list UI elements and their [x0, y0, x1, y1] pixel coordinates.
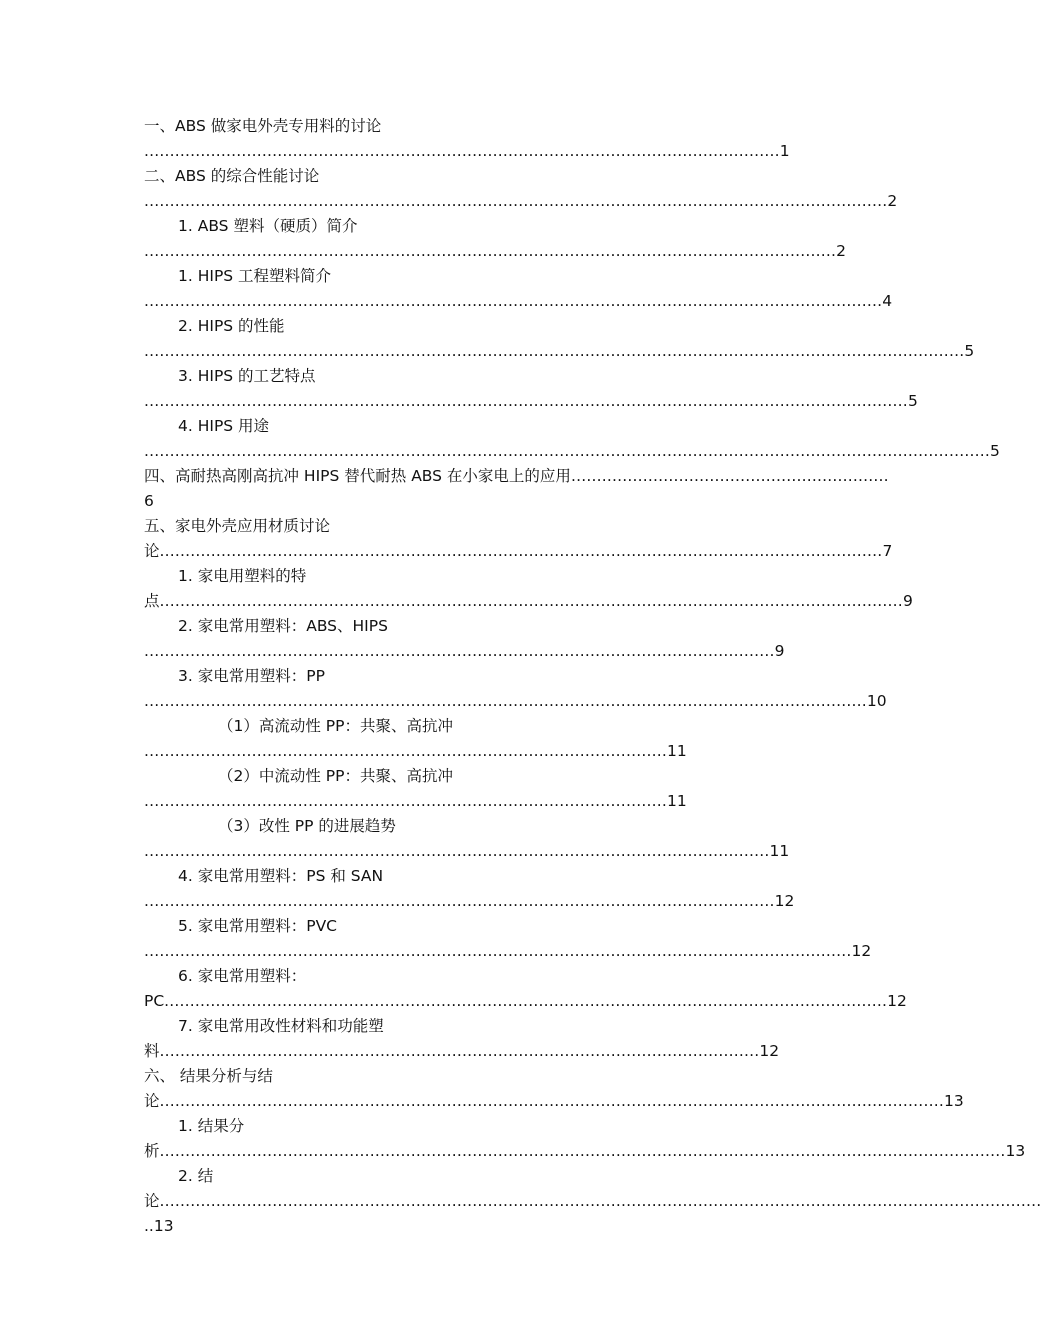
- toc-line: [144, 239, 856, 264]
- toc-dot-leader: .........................................................................................................................................................: [159, 1092, 944, 1110]
- toc-line: [144, 864, 856, 889]
- toc-line: [144, 689, 887, 714]
- toc-dot-leader: ............................................................................................................................: [144, 142, 780, 160]
- toc-line: [144, 1039, 856, 1064]
- toc-line: [144, 364, 856, 389]
- toc-entry-text: 1. 家电用塑料的特: [178, 567, 307, 585]
- toc-dot-leader: ................................................................................................................................................: [144, 292, 883, 310]
- toc-entry-text: 5. 家电常用塑料：PVC: [178, 917, 337, 935]
- toc-line: [144, 1139, 1026, 1164]
- toc-dot-leader: .............................................................................................................................................: [159, 542, 883, 560]
- toc-line: [144, 889, 856, 914]
- toc-entry-text: （3）改性 PP 的进展趋势: [218, 817, 396, 835]
- toc-entry-text: 6. 家电常用塑料：: [178, 967, 307, 985]
- toc-entry-text: 四、高耐热高刚高抗冲 HIPS 替代耐热 ABS 在小家电上的应用: [144, 467, 571, 485]
- toc-line: [144, 1064, 856, 1089]
- toc-line: [144, 639, 856, 664]
- toc-line: [144, 414, 856, 439]
- toc-line: [144, 839, 856, 864]
- toc-page-number: 5: [964, 342, 975, 360]
- toc-entry-text: 2. 结: [178, 1167, 214, 1185]
- toc-page-number: 5: [907, 392, 918, 410]
- toc-page-number: 11: [769, 842, 790, 860]
- toc-page-number: 2: [836, 242, 847, 260]
- toc-line: [144, 764, 856, 789]
- toc-page-number: 12: [759, 1042, 780, 1060]
- toc-line: [144, 489, 856, 514]
- toc-entry-text: 4. 家电常用塑料：PS 和 SAN: [178, 867, 384, 885]
- toc-entry-text: 3. 家电常用塑料：PP: [178, 667, 325, 685]
- toc-entry-text: 4. HIPS 用途: [178, 417, 270, 435]
- toc-dot-leader: .................................................................................................................................................: [144, 192, 888, 210]
- toc-entry-text: 二、ABS 的综合性能讨论: [144, 167, 320, 185]
- toc-line: [144, 1189, 1041, 1214]
- toc-entry-text: 3. HIPS 的工艺特点: [178, 367, 316, 385]
- toc-dot-leader: .....................................................................................................................................................................: [159, 1142, 1006, 1160]
- toc-page-number: 5: [989, 442, 1000, 460]
- toc-entry-text: 2. HIPS 的性能: [178, 317, 285, 335]
- toc-entry-text: 1. 结果分: [178, 1117, 245, 1135]
- toc-page-number: 11: [666, 742, 687, 760]
- toc-page-number: 9: [902, 592, 913, 610]
- toc-page-number: 1: [779, 142, 790, 160]
- toc-line: [144, 1214, 856, 1239]
- toc-entry-text: ..13: [144, 1217, 174, 1235]
- toc-dot-leader: .......................................................................................................................................: [144, 242, 837, 260]
- toc-page-number: 10: [866, 692, 887, 710]
- toc-dot-leader: ..............................................................: [570, 467, 889, 485]
- toc-dot-leader: ..........................................................................................................................................: [144, 942, 852, 960]
- toc-page-number: 12: [774, 892, 795, 910]
- toc-line: [144, 264, 856, 289]
- toc-line: [144, 714, 856, 739]
- toc-dot-leader: ...........................................................................................................................: [144, 892, 775, 910]
- toc-line: [144, 289, 893, 314]
- toc-page-number: 11: [666, 792, 687, 810]
- toc-entry-text: 论: [144, 1192, 160, 1210]
- toc-entry-text: 五、家电外壳应用材质讨论: [144, 517, 331, 535]
- toc-line: [144, 939, 872, 964]
- toc-entry-text: 六、 结果分析与结: [144, 1067, 273, 1085]
- toc-line: [144, 114, 856, 139]
- toc-dot-leader: ..........................................................................................................................: [144, 842, 770, 860]
- toc-line: [144, 139, 856, 164]
- toc-line: [144, 164, 856, 189]
- toc-page-number: 12: [851, 942, 872, 960]
- toc-dot-leader: .............................................................................................................................................: [164, 992, 888, 1010]
- toc-entry-text: 1. ABS 塑料（硬质）简介: [178, 217, 358, 235]
- toc-entry-text: （1）高流动性 PP：共聚、高抗冲: [218, 717, 453, 735]
- toc-page-number: 13: [943, 1092, 964, 1110]
- toc-dot-leader: ......................................................................................................: [144, 742, 667, 760]
- toc-line: [144, 914, 856, 939]
- toc-line: [144, 1014, 856, 1039]
- toc-page-number: 13: [1005, 1142, 1026, 1160]
- toc-line: [144, 789, 856, 814]
- toc-line: [144, 439, 1000, 464]
- toc-line: [144, 589, 913, 614]
- toc-line: [144, 1114, 856, 1139]
- toc-line: [144, 614, 856, 639]
- toc-entry-text: 1. HIPS 工程塑料简介: [178, 267, 332, 285]
- toc-line: [144, 389, 918, 414]
- toc-entry-text: （2）中流动性 PP：共聚、高抗冲: [218, 767, 453, 785]
- toc-line: [144, 739, 856, 764]
- toc-page-number: 7: [882, 542, 893, 560]
- toc-line: [144, 339, 975, 364]
- table-of-contents: [144, 114, 1041, 1239]
- toc-dot-leader: ................................................................................................................................................................: [144, 342, 965, 360]
- toc-entry-text: 点: [144, 592, 160, 610]
- toc-entry-text: 一、ABS 做家电外壳专用料的讨论: [144, 117, 382, 135]
- toc-dot-leader: ...........................................................................................................................: [144, 642, 775, 660]
- toc-dot-leader: .............................................................................................................................................: [144, 692, 867, 710]
- toc-line: [144, 189, 898, 214]
- toc-line: [144, 964, 856, 989]
- toc-entry-text: 论: [144, 1092, 160, 1110]
- toc-line: [144, 314, 856, 339]
- toc-dot-leader: ......................................................................................................: [144, 792, 667, 810]
- toc-dot-leader: .....................................................................................................................................................: [144, 392, 908, 410]
- toc-line: [144, 1164, 856, 1189]
- toc-page-number: 2: [887, 192, 898, 210]
- toc-entry-text: 论: [144, 542, 160, 560]
- toc-dot-leader: .................................................................................................................................................: [159, 592, 903, 610]
- toc-entry-text: 料: [144, 1042, 160, 1060]
- toc-line: [144, 814, 856, 839]
- toc-dot-leader: .....................................................................................................................: [159, 1042, 760, 1060]
- toc-line: [144, 989, 907, 1014]
- toc-entry-text: PC: [144, 992, 165, 1010]
- toc-line: [144, 514, 856, 539]
- toc-entry-text: 6: [144, 492, 154, 510]
- toc-line: [144, 1089, 964, 1114]
- toc-dot-leader: .....................................................................................................................................................................: [144, 442, 990, 460]
- toc-dot-leader: ............................................................................................................................................................................: [159, 1192, 1041, 1210]
- toc-line: [144, 564, 856, 589]
- toc-entry-text: 2. 家电常用塑料：ABS、HIPS: [178, 617, 388, 635]
- toc-entry-text: 析: [144, 1142, 160, 1160]
- toc-line: [144, 464, 889, 489]
- toc-page-number: 9: [774, 642, 785, 660]
- toc-entry-text: 7. 家电常用改性材料和功能塑: [178, 1017, 384, 1035]
- toc-line: [144, 539, 893, 564]
- toc-page-number: 4: [882, 292, 893, 310]
- toc-line: [144, 214, 856, 239]
- toc-page-number: 12: [887, 992, 907, 1010]
- toc-line: [144, 664, 856, 689]
